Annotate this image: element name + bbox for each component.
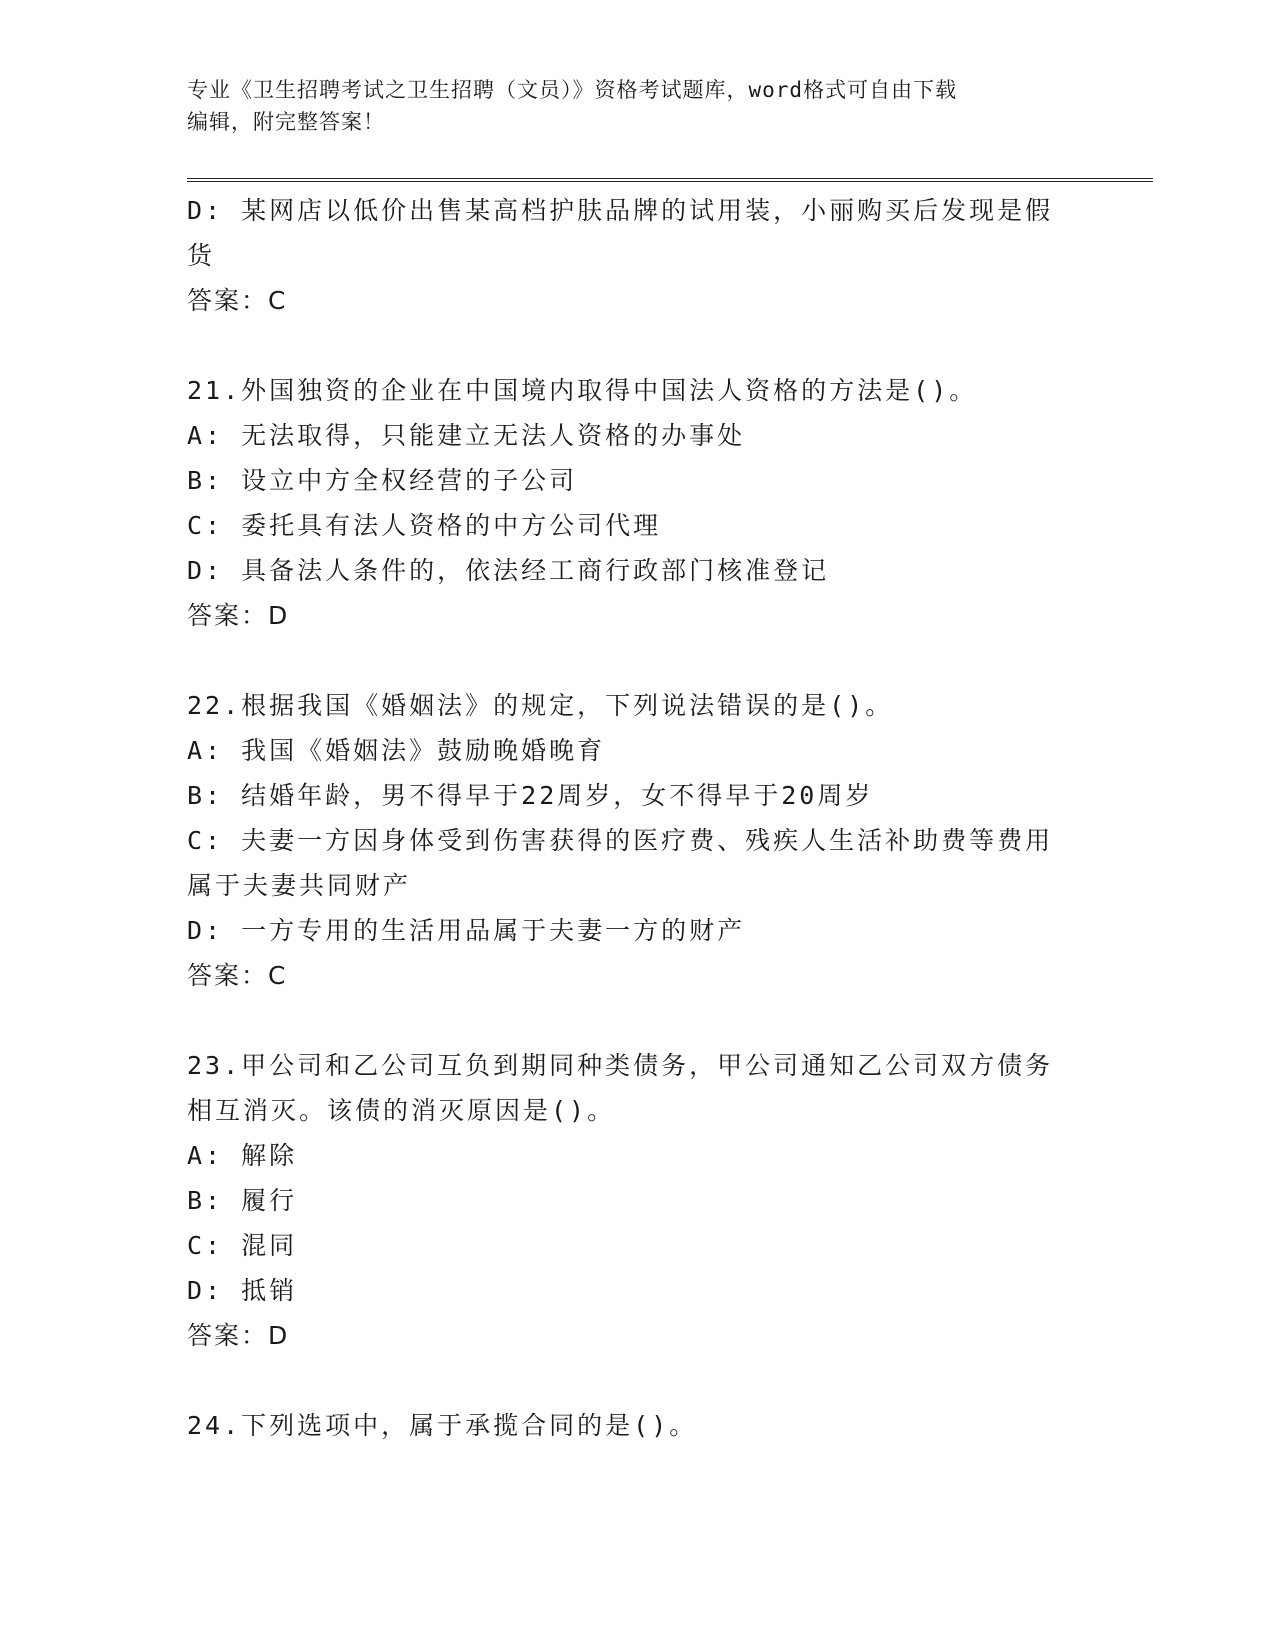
question-22-stem: 22.根据我国《婚姻法》的规定，下列说法错误的是()。	[187, 691, 894, 720]
question-23-stem-continued: 相互消灭。该债的消灭原因是()。	[187, 1096, 616, 1125]
question-23-stem: 23.甲公司和乙公司互负到期同种类债务，甲公司通知乙公司双方债务	[187, 1051, 1054, 1080]
question-22-option-a: A: 我国《婚姻法》鼓励晚婚晚育	[187, 736, 606, 765]
header-divider	[187, 178, 1153, 182]
question-22-option-c: C: 夫妻一方因身体受到伤害获得的医疗费、残疾人生活补助费等费用	[187, 826, 1054, 855]
question-21-option-a: A: 无法取得，只能建立无法人资格的办事处	[187, 421, 746, 450]
question-23-option-b: B: 履行	[187, 1186, 298, 1215]
question-22-answer: 答案：C	[187, 961, 288, 990]
question-22-option-d: D: 一方专用的生活用品属于夫妻一方的财产	[187, 916, 746, 945]
question-21-option-b: B: 设立中方全权经营的子公司	[187, 466, 578, 495]
question-21-stem: 21.外国独资的企业在中国境内取得中国法人资格的方法是()。	[187, 376, 978, 405]
question-content	[187, 188, 1067, 1448]
spacer	[187, 638, 1067, 683]
document-header	[187, 74, 1067, 138]
question-23-answer: 答案：D	[187, 1321, 290, 1350]
spacer	[187, 998, 1067, 1043]
answer-label: 答案：C	[187, 286, 288, 315]
spacer	[187, 323, 1067, 368]
header-line-2: 编辑，附完整答案！	[187, 110, 385, 134]
question-21-answer: 答案：D	[187, 601, 290, 630]
option-d: D: 某网店以低价出售某高档护肤品牌的试用装，小丽购买后发现是假	[187, 196, 1054, 225]
spacer	[187, 1358, 1067, 1403]
question-24-stem: 24.下列选项中，属于承揽合同的是()。	[187, 1411, 698, 1440]
question-22-option-c-continued: 属于夫妻共同财产	[187, 871, 412, 900]
question-23-option-d: D: 抵销	[187, 1276, 298, 1305]
header-line-1: 专业《卫生招聘考试之卫生招聘（文员）》资格考试题库，word格式可自由下载	[187, 78, 958, 102]
question-23-option-c: C: 混同	[187, 1231, 298, 1260]
question-23-option-a: A: 解除	[187, 1141, 298, 1170]
question-22-option-b: B: 结婚年龄，男不得早于22周岁，女不得早于20周岁	[187, 781, 874, 810]
question-21-option-c: C: 委托具有法人资格的中方公司代理	[187, 511, 662, 540]
question-21-option-d: D: 具备法人条件的，依法经工商行政部门核准登记	[187, 556, 830, 585]
option-d-continued: 货	[187, 241, 216, 270]
